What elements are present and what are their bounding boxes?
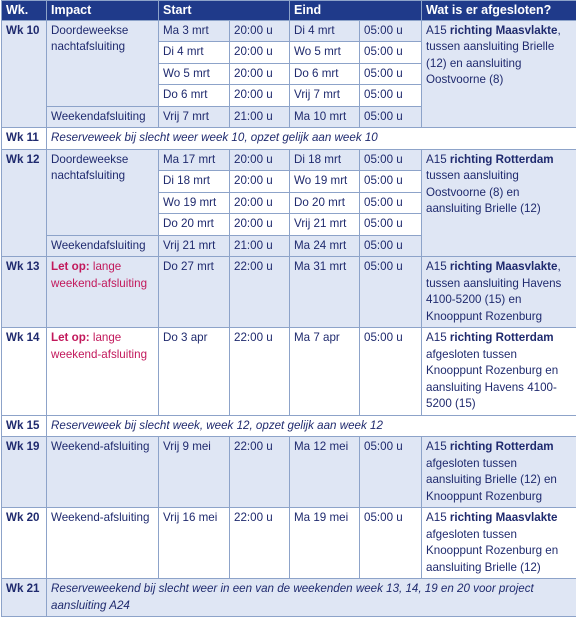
- closure-direction: richting Maasvlakte: [450, 24, 558, 37]
- closure-road: A15: [426, 260, 450, 273]
- start-day: Wo 5 mrt: [159, 63, 230, 85]
- warning-text: lange weekend-afsluiting: [51, 260, 147, 290]
- end-time: 05:00 u: [360, 85, 422, 107]
- end-time: 05:00 u: [360, 42, 422, 64]
- start-time: 22:00 u: [230, 437, 290, 508]
- end-time: 05:00 u: [360, 192, 422, 214]
- start-day: Do 20 mrt: [159, 214, 230, 236]
- end-day: Wo 19 mrt: [290, 171, 360, 193]
- end-time: 05:00 u: [360, 328, 422, 416]
- header-row: [2, 1, 576, 21]
- closure-cell: [422, 149, 576, 257]
- end-day: Ma 19 mei: [290, 508, 360, 579]
- start-day: Wo 19 mrt: [159, 192, 230, 214]
- reserve-note: Reserveweek bij slecht weer week 10, opzet gelijk aan week 10: [47, 128, 576, 150]
- table-row: [2, 508, 576, 579]
- week-cell: Wk 19: [2, 437, 47, 508]
- closure-schedule-table: [1, 0, 576, 617]
- closure-road: A15: [426, 153, 450, 166]
- end-day: Do 6 mrt: [290, 63, 360, 85]
- warning-label: Let op:: [51, 260, 90, 273]
- end-day: Di 4 mrt: [290, 20, 360, 42]
- closure-detail: afgesloten tussen Knooppunt Rozenburg en aansluiting Havens 4100-5200 (15): [426, 348, 558, 411]
- start-time: 20:00 u: [230, 149, 290, 171]
- closure-road: A15: [426, 440, 450, 453]
- start-time: 20:00 u: [230, 192, 290, 214]
- start-time: 22:00 u: [230, 328, 290, 416]
- end-time: 05:00 u: [360, 437, 422, 508]
- start-time: 21:00 u: [230, 106, 290, 128]
- closure-direction: richting Rotterdam: [450, 153, 554, 166]
- closure-cell: [422, 257, 576, 328]
- impact-cell: Weekendafsluiting: [47, 106, 159, 128]
- start-time: 20:00 u: [230, 171, 290, 193]
- closure-direction: richting Maasvlakte: [450, 511, 558, 524]
- closure-direction: richting Rotterdam: [450, 440, 554, 453]
- end-day: Vrij 21 mrt: [290, 214, 360, 236]
- start-day: Ma 17 mrt: [159, 149, 230, 171]
- start-day: Vrij 21 mrt: [159, 235, 230, 257]
- week-cell: Wk 14: [2, 328, 47, 416]
- start-day: Vrij 7 mrt: [159, 106, 230, 128]
- end-day: Ma 7 apr: [290, 328, 360, 416]
- start-time: 20:00 u: [230, 20, 290, 42]
- impact-cell: Doordeweekse nachtafsluiting: [47, 149, 159, 235]
- closure-road: A15: [426, 511, 450, 524]
- table-row: [2, 128, 576, 150]
- impact-cell: Weekend-afsluiting: [47, 508, 159, 579]
- end-day: Wo 5 mrt: [290, 42, 360, 64]
- closure-road: A15: [426, 331, 450, 344]
- start-day: Di 4 mrt: [159, 42, 230, 64]
- week-cell: Wk 12: [2, 149, 47, 257]
- end-time: 05:00 u: [360, 106, 422, 128]
- header-impact: Impact: [47, 1, 159, 21]
- header-week: Wk.: [2, 1, 47, 21]
- end-time: 05:00 u: [360, 508, 422, 579]
- end-time: 05:00 u: [360, 214, 422, 236]
- end-day: Vrij 7 mrt: [290, 85, 360, 107]
- end-time: 05:00 u: [360, 63, 422, 85]
- week-cell: Wk 10: [2, 20, 47, 128]
- week-cell: Wk 15: [2, 415, 47, 437]
- header-closed: Wat is er afgesloten?: [422, 1, 576, 21]
- start-day: Do 6 mrt: [159, 85, 230, 107]
- closure-cell: [422, 508, 576, 579]
- closure-detail: afgesloten tussen aansluiting Brielle (12) en Knooppunt Rozenburg: [426, 457, 557, 503]
- table-row: [2, 415, 576, 437]
- week-cell: Wk 11: [2, 128, 47, 150]
- closure-cell: [422, 20, 576, 128]
- closure-cell: [422, 437, 576, 508]
- closure-detail: afgesloten tussen Knooppunt Rozenburg en aansluiting Brielle (12): [426, 528, 558, 574]
- table-row: [2, 328, 576, 416]
- closure-detail: , tussen aansluiting Brielle (12) en aansluiting Oostvoorne (8): [426, 24, 561, 87]
- closure-detail: , tussen aansluiting Havens 4100-5200 (15) en Knooppunt Rozenburg: [426, 260, 561, 323]
- end-day: Ma 31 mrt: [290, 257, 360, 328]
- table-row: [2, 579, 576, 617]
- end-day: Do 20 mrt: [290, 192, 360, 214]
- start-time: 20:00 u: [230, 214, 290, 236]
- warning-text: lange weekend-afsluiting: [51, 331, 147, 361]
- start-time: 22:00 u: [230, 257, 290, 328]
- impact-cell: [47, 257, 159, 328]
- week-cell: Wk 20: [2, 508, 47, 579]
- closure-direction: richting Maasvlakte: [450, 260, 558, 273]
- header-end: Eind: [290, 1, 422, 21]
- table-row: [2, 257, 576, 328]
- end-time: 05:00 u: [360, 235, 422, 257]
- start-time: 20:00 u: [230, 85, 290, 107]
- warning-label: Let op:: [51, 331, 90, 344]
- start-day: Do 3 apr: [159, 328, 230, 416]
- start-day: Ma 3 mrt: [159, 20, 230, 42]
- impact-cell: Doordeweekse nachtafsluiting: [47, 20, 159, 106]
- end-time: 05:00 u: [360, 20, 422, 42]
- end-time: 05:00 u: [360, 171, 422, 193]
- start-day: Vrij 16 mei: [159, 508, 230, 579]
- table-row: [2, 20, 576, 42]
- closure-detail: tussen aansluiting Oostvoorne (8) en aansluiting Brielle (12): [426, 169, 541, 215]
- end-time: 05:00 u: [360, 149, 422, 171]
- reserve-note: Reserveweekend bij slecht weer in een van de weekenden week 13, 14, 19 en 20 voor project aansluiting A24: [47, 579, 576, 617]
- start-time: 22:00 u: [230, 508, 290, 579]
- impact-cell: Weekend-afsluiting: [47, 437, 159, 508]
- week-cell: Wk 13: [2, 257, 47, 328]
- reserve-note: Reserveweek bij slecht week, week 12, opzet gelijk aan week 12: [47, 415, 576, 437]
- start-time: 20:00 u: [230, 42, 290, 64]
- end-day: Ma 10 mrt: [290, 106, 360, 128]
- impact-cell: Weekendafsluiting: [47, 235, 159, 257]
- closure-road: A15: [426, 24, 450, 37]
- start-day: Di 18 mrt: [159, 171, 230, 193]
- table-row: [2, 437, 576, 508]
- start-day: Do 27 mrt: [159, 257, 230, 328]
- start-day: Vrij 9 mei: [159, 437, 230, 508]
- end-day: Ma 24 mrt: [290, 235, 360, 257]
- end-day: Di 18 mrt: [290, 149, 360, 171]
- closure-direction: richting Rotterdam: [450, 331, 554, 344]
- closure-cell: [422, 328, 576, 416]
- week-cell: Wk 21: [2, 579, 47, 617]
- impact-cell: [47, 328, 159, 416]
- start-time: 20:00 u: [230, 63, 290, 85]
- header-start: Start: [159, 1, 290, 21]
- start-time: 21:00 u: [230, 235, 290, 257]
- table-row: [2, 149, 576, 171]
- end-day: Ma 12 mei: [290, 437, 360, 508]
- end-time: 05:00 u: [360, 257, 422, 328]
